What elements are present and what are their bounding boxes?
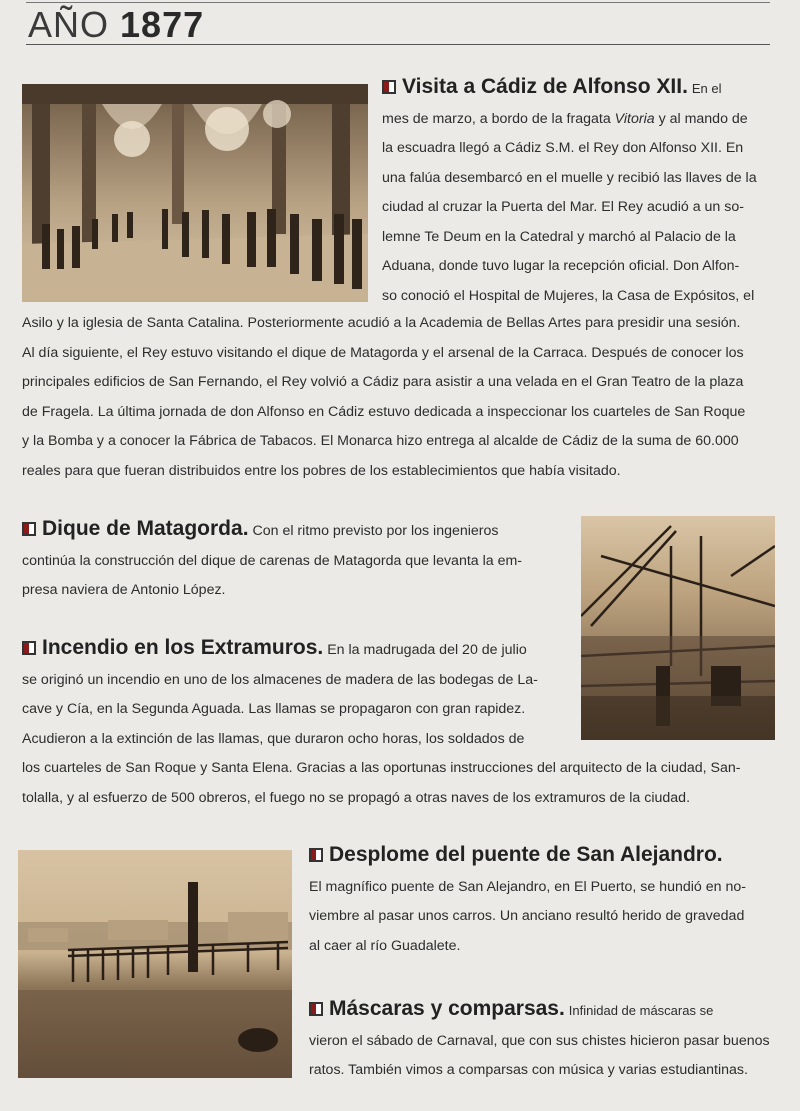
mascaras-line: Infinidad de máscaras se <box>568 1003 714 1018</box>
section-marker-icon <box>309 1002 323 1016</box>
visita-line: principales edificios de San Fernando, el Rey volvió a Cádiz para asistir a una velada en el Gran Teatro de la plaza <box>22 374 744 390</box>
visita-line: Asilo y la iglesia de Santa Catalina. Posteriormente acudió a la Academia de Bellas Artes para presidir una sesión. <box>22 315 741 331</box>
visita-section <box>382 72 770 311</box>
page-title <box>28 4 204 46</box>
title-prefix: AÑO <box>28 4 110 45</box>
title-top-rule <box>26 2 770 3</box>
dock-construction-image <box>581 516 775 740</box>
section-marker-icon <box>22 522 36 536</box>
incendio-heading: Incendio en los Extramuros. <box>42 636 324 659</box>
title-year: 1877 <box>120 4 205 45</box>
desplome-section <box>309 840 779 961</box>
visita-line: so conoció el Hospital de Mujeres, la Casa de Expósitos, el <box>382 287 755 304</box>
title-rule <box>26 44 770 45</box>
visita-line: reales para que fueran distribuidos entre los pobres de los establecimientos que había visitado. <box>22 462 621 479</box>
mascaras-section <box>309 994 779 1086</box>
incendio-line: cave y Cía, en la Segunda Aguada. Las llamas se propagaron con gran rapidez. <box>22 701 526 717</box>
dique-line: Con el ritmo previsto por los ingenieros <box>252 523 499 539</box>
section-marker-icon <box>22 641 36 655</box>
mascaras-heading: Máscaras y comparsas. <box>329 997 565 1020</box>
incendio-line: tolalla, y al esfuerzo de 500 obreros, el fuego no se propagó a otras naves de los extramuros de la ciudad. <box>22 789 691 806</box>
section-marker-icon <box>382 80 396 94</box>
visita-line: mes de marzo, a bordo de la fragata <box>382 110 615 127</box>
visita-line: En el <box>691 81 722 96</box>
incendio-section <box>22 633 741 813</box>
visita-line: Aduana, donde tuvo lugar la recepción oficial. Don Alfon- <box>382 258 740 274</box>
dique-section <box>22 514 567 606</box>
desplome-line: al caer al río Guadalete. <box>309 937 461 954</box>
visita-section-continued <box>22 309 774 486</box>
dique-line: presa naviera de Antonio López. <box>22 582 226 598</box>
visita-line: una falúa desembarcó en el muelle y recibió las llaves de la <box>382 169 757 186</box>
mascaras-line: vieron el sábado de Carnaval, que con sus chistes hicieron pasar buenos <box>309 1032 770 1049</box>
dique-line: continúa la construcción del dique de carenas de Matagorda que levanta la em- <box>22 552 523 569</box>
visita-line: y al mando de <box>654 110 748 127</box>
section-marker-icon <box>309 848 323 862</box>
desplome-heading: Desplome del puente de San Alejandro. <box>329 843 723 866</box>
visita-line: ciudad al cruzar la Puerta del Mar. El Rey acudió a un so- <box>382 199 744 215</box>
visita-heading: Visita a Cádiz de Alfonso XII. <box>402 75 688 98</box>
ship-name: Vitoria <box>614 110 655 127</box>
incendio-line: se originó un incendio en uno de los almacenes de madera de las bodegas de La- <box>22 671 538 688</box>
incendio-line: los cuarteles de San Roque y Santa Elena. Gracias a las oportunas instrucciones del arquitecto de la ciudad, San- <box>22 760 741 776</box>
bridge-photo-image <box>18 850 292 1078</box>
mascaras-line: ratos. También vimos a comparsas con música y varias estudiantinas. <box>309 1062 748 1078</box>
visita-line: Al día siguiente, el Rey estuvo visitando el dique de Matagorda y el arsenal de la Carraca. Después de conocer los <box>22 344 744 361</box>
reception-engraving-image <box>22 84 368 302</box>
visita-line: de Fragela. La última jornada de don Alfonso en Cádiz estuvo dedicada a inspeccionar los cuarteles de San Roque <box>22 403 746 420</box>
visita-line: y la Bomba y a conocer la Fábrica de Tabacos. El Monarca hizo entrega al alcalde de Cádiz de la suma de 60.000 <box>22 433 739 449</box>
desplome-line: El magnífico puente de San Alejandro, en El Puerto, se hundió en no- <box>309 878 746 895</box>
visita-line: la escuadra llegó a Cádiz S.M. el Rey don Alfonso XII. En <box>382 140 744 156</box>
dique-heading: Dique de Matagorda. <box>42 517 249 540</box>
incendio-line: Acudieron a la extinción de las llamas, que duraron ocho horas, los soldados de <box>22 730 525 747</box>
incendio-line: En la madrugada del 20 de julio <box>327 642 527 658</box>
desplome-line: viembre al pasar unos carros. Un anciano resultó herido de gravedad <box>309 908 745 924</box>
visita-line: lemne Te Deum en la Catedral y marchó al Palacio de la <box>382 228 736 245</box>
